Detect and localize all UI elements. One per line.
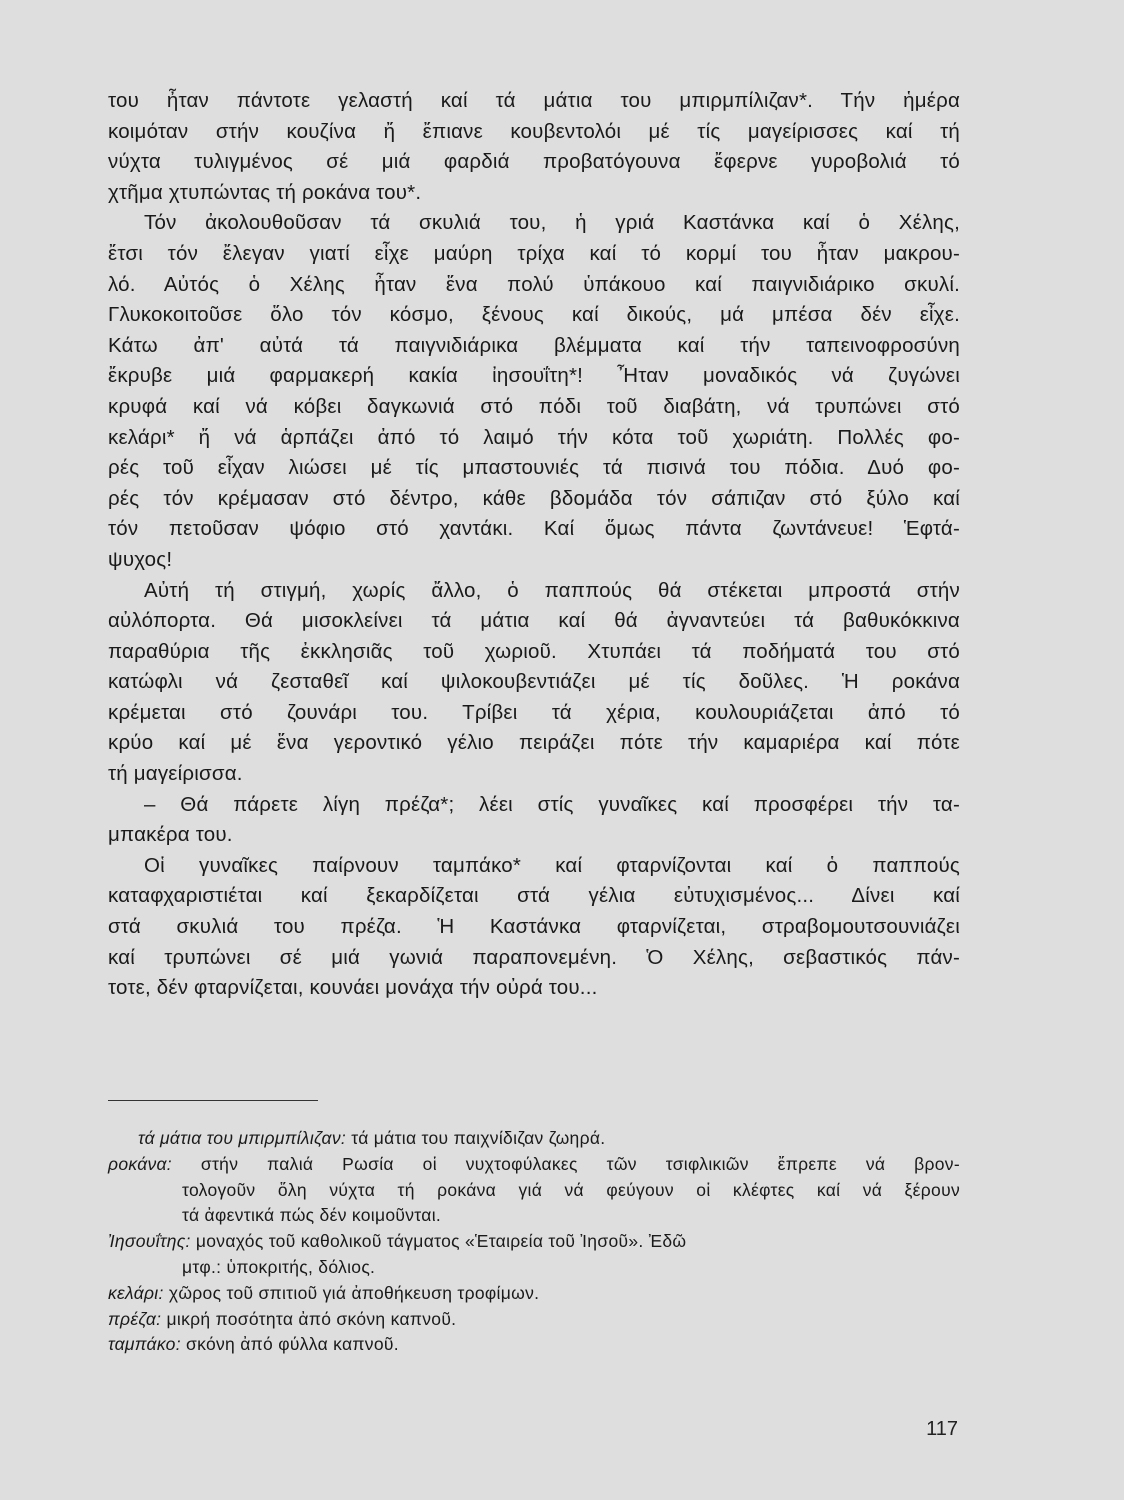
footnotes bbox=[108, 1126, 960, 1358]
text-line: ἔτσι τόν ἔλεγαν γιατί εἶχε μαύρη τρίχα καί τό κορμί του ἦταν μακρου- bbox=[108, 241, 960, 265]
text-line: στά σκυλιά του πρέζα. Ἡ Καστάνκα φταρνίζεται, στραβομουτσουνιάζει bbox=[108, 915, 960, 939]
text-line: τοτε, δέν φταρνίζεται, κουνάει μονάχα τήν οὐρά του... bbox=[108, 976, 598, 1000]
footnote-text: μοναχός τοῦ καθολικοῦ τάγματος «Ἑταιρεία τοῦ Ἰησοῦ». Ἐδῶ bbox=[195, 1231, 687, 1252]
text-line: παραθύρια τῆς ἐκκλησιᾶς τοῦ χωριοῦ. Χτυπάει τά ποδήματά του στό bbox=[108, 639, 960, 663]
footnote-continuation: μτφ.: ὑποκριτής, δόλιος. bbox=[182, 1256, 376, 1277]
text-line: τή μαγείρισσα. bbox=[108, 762, 243, 786]
text-line: Κάτω ἀπ' αὐτά τά παιγνιδιάρικα βλέμματα καί τήν ταπεινοφροσύνη bbox=[108, 333, 960, 357]
text-line: χτῆμα χτυπώντας τή ροκάνα του*. bbox=[108, 180, 422, 204]
footnote-text: χῶρος τοῦ σπιτιοῦ γιά ἀποθήκευση τροφίμων. bbox=[168, 1282, 540, 1303]
text-line: Τόν ἀκολουθοῦσαν τά σκυλιά του, ἡ γριά Καστάνκα καί ὁ Χέλης, bbox=[144, 211, 960, 235]
page-number: 117 bbox=[926, 1418, 958, 1440]
text-line: ρές τοῦ εἶχαν λιώσει μέ τίς μπαστουνιές τά πισινά του πόδια. Δυό φο- bbox=[108, 456, 960, 480]
footnote-text: μικρή ποσότητα ἀπό σκόνη καπνοῦ. bbox=[166, 1308, 457, 1329]
footnote-divider bbox=[108, 1100, 318, 1101]
text-line: ἔκρυβε μιά φαρμακερή κακία ἰησουΐτη*! Ἦταν μοναδικός νά ζυγώνει bbox=[108, 364, 960, 388]
text-line: καί τρυπώνει σέ μιά γωνιά παραπονεμένη. Ὁ Χέλης, σεβαστικός πάν- bbox=[108, 945, 960, 969]
text-line: κελάρι* ἤ νά ἁρπάζει ἀπό τό λαιμό τήν κότα τοῦ χωριάτη. Πολλές φο- bbox=[108, 425, 960, 449]
text-line: ρές τόν κρέμασαν στό δέντρο, κάθε βδομάδα τόν σάπιζαν στό ξύλο καί bbox=[108, 486, 960, 510]
text-line: ψυχος! bbox=[108, 547, 173, 571]
text-line: κοιμόταν στήν κουζίνα ἤ ἔπιανε κουβεντολόι μέ τίς μαγείρισσες καί τή bbox=[108, 119, 960, 143]
text-line: κρυφά καί νά κόβει δαγκωνιά στό πόδι τοῦ διαβάτη, νά τρυπώνει στό bbox=[108, 394, 960, 418]
text-line: λό. Αὐτός ὁ Χέλης ἦταν ἕνα πολύ ὑπάκουο καί παιγνιδιάρικο σκυλί. bbox=[108, 272, 960, 296]
text-line: καταφχαριστιέται καί ξεκαρδίζεται στά γέλια εὐτυχισμένος... Δίνει καί bbox=[108, 884, 960, 908]
text-line: Αὐτή τή στιγμή, χωρίς ἄλλο, ὁ παππούς θά στέκεται μπροστά στήν bbox=[144, 578, 960, 602]
text-line: κατώφλι νά ζεσταθεῖ καί ψιλοκουβεντιάζει μέ τίς δοῦλες. Ἡ ροκάνα bbox=[108, 670, 960, 694]
footnote-continuation: τολογοῦν ὅλη νύχτα τή ροκάνα γιά νά φεύγουν οἱ κλέφτες καί νά ξέρουν bbox=[182, 1179, 960, 1200]
main-text bbox=[108, 86, 960, 1004]
footnote-term: τά μάτια του μπιρμπίλιζαν: bbox=[138, 1128, 347, 1148]
footnote bbox=[108, 1332, 960, 1358]
footnote-term: ροκάνα: bbox=[108, 1153, 172, 1174]
text-line: Γλυκοκοιτοῦσε ὅλο τόν κόσμο, ξένους καί δικούς, μά μπέσα δέν εἶχε. bbox=[108, 303, 960, 327]
footnote-term: κελάρι: bbox=[108, 1282, 164, 1303]
text-line: Οἱ γυναῖκες παίρνουν ταμπάκο* καί φταρνίζονται καί ὁ παππούς bbox=[144, 853, 960, 877]
footnote bbox=[108, 1229, 960, 1255]
text-line: τόν πετοῦσαν ψόφιο στό χαντάκι. Καί ὅμως πάντα ζωντάνευε! Ἑφτά- bbox=[108, 517, 960, 541]
footnote-term: Ἰησουΐτης: bbox=[108, 1231, 191, 1252]
footnote bbox=[108, 1152, 960, 1178]
footnote-text: τά μάτια του παιχνίδιζαν ζωηρά. bbox=[351, 1128, 606, 1148]
text-line: – Θά πάρετε λίγη πρέζα*; λέει στίς γυναῖκες καί προσφέρει τήν τα- bbox=[144, 792, 960, 816]
text-line: μπακέρα του. bbox=[108, 823, 233, 847]
footnote-continuation: τά ἀφεντικά πώς δέν κοιμοῦνται. bbox=[182, 1205, 442, 1226]
text-line: κρύο καί μέ ἕνα γεροντικό γέλιο πειράζει πότε τήν καμαριέρα καί πότε bbox=[108, 731, 960, 755]
text-line: νύχτα τυλιγμένος σέ μιά φαρδιά προβατόγουνα ἔφερνε γυροβολιά τό bbox=[108, 150, 960, 174]
footnote-term: πρέζα: bbox=[108, 1308, 162, 1329]
footnote-term: ταμπάκο: bbox=[108, 1334, 181, 1355]
footnote bbox=[108, 1281, 960, 1307]
footnote bbox=[108, 1307, 960, 1333]
text-line: αὐλόπορτα. Θά μισοκλείνει τά μάτια καί θά ἀγναντεύει τά βαθυκόκκινα bbox=[108, 609, 960, 633]
footnote bbox=[108, 1126, 960, 1152]
footnote-text: στήν παλιά Ρωσία οἱ νυχτοφύλακες τῶν τσιφλικιῶν ἔπρεπε νά βρον- bbox=[200, 1153, 960, 1174]
footnote-text: σκόνη ἀπό φύλλα καπνοῦ. bbox=[186, 1334, 399, 1355]
text-line: κρέμεται στό ζουνάρι του. Τρίβει τά χέρια, κουλουριάζεται ἀπό τό bbox=[108, 700, 960, 724]
text-line: του ἦταν πάντοτε γελαστή καί τά μάτια του μπιρμπίλιζαν*. Τήν ἡμέρα bbox=[108, 89, 960, 112]
